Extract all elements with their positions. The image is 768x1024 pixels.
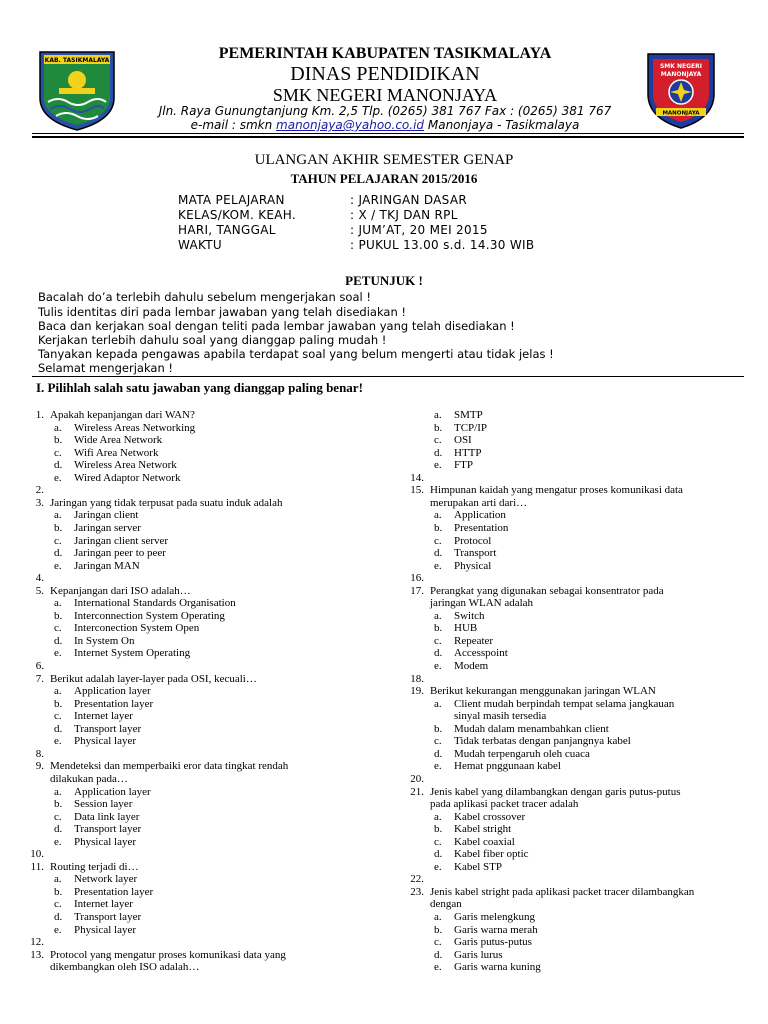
question-number: 2. [35, 484, 44, 497]
option-letter: c. [54, 898, 62, 911]
option-letter: e. [434, 760, 442, 773]
kabupaten-logo [34, 46, 120, 132]
option-text: Interconnection System Operating [74, 609, 225, 622]
option-text: Interconection System Open [74, 622, 200, 635]
question-number: 9. [35, 760, 44, 773]
right-logo-ribbon-text: MANONJAYA [662, 110, 700, 117]
option-text: Switch [454, 609, 485, 622]
option-letter: e. [54, 559, 62, 572]
question-number: 6. [35, 660, 44, 672]
option-letter: e. [434, 459, 442, 472]
option-text: SMTP [454, 409, 483, 421]
option-letter: a. [54, 597, 62, 610]
option-text: Wireless Areas Networking [74, 421, 196, 434]
instructions-divider [32, 376, 744, 377]
option-letter: e. [434, 660, 442, 672]
question-text: merupakan arti dari… [430, 496, 528, 509]
option-text: Presentation layer [74, 697, 154, 710]
option-letter: b. [434, 722, 443, 735]
header-divider [32, 133, 744, 134]
option-text: Network layer [74, 873, 138, 886]
option-letter: b. [434, 521, 443, 534]
option-letter: d. [54, 459, 63, 472]
option-letter: c. [54, 446, 62, 459]
question-number: 21. [410, 785, 424, 798]
option-letter: a. [434, 810, 442, 823]
option-letter: e. [434, 559, 442, 572]
option-text: Jaringan server [74, 521, 141, 534]
option-text: Application layer [74, 785, 151, 798]
option-letter: a. [54, 421, 62, 434]
header-divider-thick [32, 136, 744, 138]
question-text: Perangkat yang digunakan sebagai konsentrator pada [430, 584, 664, 597]
question-text: dengan [430, 898, 462, 911]
instruction-item: Tanyakan kepada pengawas apabila terdapat soal yang belum mengerti atau tidak jelas ! [38, 347, 554, 361]
option-text: HTTP [454, 446, 482, 459]
question-number: 15. [410, 484, 424, 497]
option-letter: e. [54, 735, 62, 748]
option-text: Accesspoint [454, 647, 508, 660]
option-text: Garis warna kuning [454, 961, 541, 974]
question-text: Berikut adalah layer-layer pada OSI, kecuali… [50, 672, 257, 685]
option-letter: b. [54, 798, 63, 811]
option-letter: d. [54, 722, 63, 735]
header-government: PEMERINTAH KABUPATEN TASIKMALAYA [218, 45, 552, 62]
school-logo [644, 50, 718, 130]
option-letter: b. [434, 923, 443, 936]
header-email-line [150, 118, 620, 132]
email-suffix: Manonjaya - Tasikmalaya [424, 118, 580, 132]
question-number: 18. [410, 672, 424, 685]
option-letter: d. [54, 634, 63, 647]
option-text: Wide Area Network [74, 434, 163, 447]
header-school: SMK NEGERI MANONJAYA [272, 85, 498, 105]
option-letter: d. [54, 823, 63, 836]
exam-year: TAHUN PELAJARAN 2015/2016 [290, 171, 478, 186]
question-text: Apakah kepanjangan dari WAN? [50, 409, 195, 421]
option-text: Kabel coaxial [454, 835, 515, 848]
option-text: sinyal masih tersedia [454, 710, 547, 723]
question-number: 4. [35, 572, 44, 585]
option-letter: c. [54, 534, 62, 547]
option-text: Physical [454, 559, 492, 572]
question-text: Kepanjangan dari ISO adalah… [50, 584, 191, 597]
question-number: 8. [35, 747, 44, 760]
option-text: FTP [454, 459, 473, 472]
option-letter: a. [434, 509, 442, 522]
option-text: TCP/IP [454, 421, 488, 434]
option-letter: c. [434, 936, 442, 949]
option-text: Physical layer [74, 835, 137, 848]
option-text: Physical layer [74, 735, 137, 748]
instruction-item: Kerjakan terlebih dahulu soal yang dianggap paling mudah ! [38, 333, 387, 347]
option-letter: b. [434, 823, 443, 836]
option-text: Kabel STP [454, 860, 502, 873]
option-text: Internet layer [74, 898, 133, 911]
option-letter: d. [434, 547, 443, 560]
option-text: Session layer [74, 798, 133, 811]
option-text: Mudah terpengaruh oleh cuaca [454, 747, 590, 760]
question-text: dilakukan pada… [50, 772, 128, 785]
option-text: OSI [454, 434, 472, 447]
exam-title: ULANGAN AKHIR SEMESTER GENAP [254, 152, 514, 168]
left-logo-text: KAB. TASIKMALAYA [44, 57, 110, 64]
option-letter: b. [54, 885, 63, 898]
question-number: 14. [410, 471, 424, 484]
option-text: Wireless Area Network [74, 459, 177, 472]
option-letter: b. [54, 697, 63, 710]
option-text: Transport layer [74, 722, 142, 735]
option-text: Kabel stright [454, 823, 512, 836]
question-number: 16. [410, 572, 424, 585]
option-letter: c. [434, 534, 442, 547]
option-letter: a. [54, 509, 62, 522]
option-letter: e. [54, 471, 62, 484]
option-text: Wifi Area Network [74, 446, 159, 459]
option-text: Application [454, 509, 506, 522]
question-number: 11. [30, 860, 44, 873]
question-number: 20. [410, 772, 424, 785]
option-text: Client mudah berpindah tempat selama jangkauan [454, 697, 675, 710]
option-text: Transport [454, 547, 497, 560]
info-value: : X / TKJ DAN RPL [350, 208, 458, 222]
question-number: 5. [35, 584, 44, 597]
option-text: Jaringan client server [74, 534, 169, 547]
option-letter: e. [54, 647, 62, 660]
option-letter: d. [434, 446, 443, 459]
option-text: Garis putus-putus [454, 936, 532, 949]
option-letter: e. [54, 923, 62, 936]
option-text: Mudah dalam menambahkan client [454, 722, 609, 735]
header-address: Jln. Raya Gunungtanjung Km. 2,5 Tlp. (0265) 381 767 Fax : (0265) 381 767 [158, 104, 612, 118]
option-text: Kabel crossover [454, 810, 526, 823]
option-text: Modem [454, 660, 489, 672]
question-number: 13. [30, 948, 44, 961]
question-number: 19. [410, 685, 424, 698]
option-letter: c. [54, 710, 62, 723]
option-letter: c. [434, 634, 442, 647]
option-letter: a. [434, 911, 442, 923]
question-text: Berikut kekurangan menggunakan jaringan WLAN [430, 685, 656, 698]
header-department: DINAS PENDIDIKAN [290, 63, 480, 85]
question-number: 10. [30, 848, 44, 861]
info-label: HARI, TANGGAL [178, 223, 276, 237]
option-text: Hemat pnggunaan kabel [454, 760, 561, 773]
option-letter: a. [54, 685, 62, 698]
instruction-item: Bacalah do’a terlebih dahulu sebelum mengerjakan soal ! [38, 290, 371, 304]
option-letter: a. [434, 409, 442, 421]
question-number: 12. [30, 936, 44, 949]
question-text: Himpunan kaidah yang mengatur proses komunikasi data [430, 484, 683, 497]
question-text: jaringan WLAN adalah [430, 597, 534, 610]
question-text: dikembangkan oleh ISO adalah… [50, 961, 200, 974]
option-letter: d. [54, 911, 63, 923]
option-letter: b. [54, 609, 63, 622]
option-letter: d. [434, 848, 443, 861]
question-number: 3. [35, 496, 44, 509]
option-text: Internet layer [74, 710, 133, 723]
question-number: 7. [35, 672, 44, 685]
option-text: Garis lurus [454, 948, 503, 961]
option-text: Repeater [454, 634, 494, 647]
option-letter: a. [434, 609, 442, 622]
option-letter: c. [434, 735, 442, 748]
option-letter: e. [434, 860, 442, 873]
option-text: In System On [74, 634, 135, 647]
question-number: 22. [410, 873, 424, 886]
option-letter: b. [434, 622, 443, 635]
option-letter: d. [434, 647, 443, 660]
option-text: Tidak terbatas dengan panjangnya kabel [454, 735, 631, 748]
option-text: Transport layer [74, 823, 142, 836]
right-logo-text-top: SMK NEGERI [659, 63, 703, 70]
question-number: 23. [410, 885, 424, 898]
info-label: KELAS/KOM. KEAH. [178, 208, 297, 222]
option-letter: c. [54, 810, 62, 823]
instruction-item: Selamat mengerjakan ! [38, 361, 174, 375]
option-text: Protocol [454, 534, 492, 547]
email-link[interactable]: manonjaya@yahoo.co.id [276, 118, 425, 132]
option-text: Garis warna merah [454, 923, 538, 936]
instruction-item: Tulis identitas diri pada lembar jawaban yang telah disediakan ! [38, 305, 407, 319]
question-text: Mendeteksi dan memperbaiki eror data tingkat rendah [50, 760, 289, 773]
question-text: Jaringan yang tidak terpusat pada suatu induk adalah [50, 496, 283, 509]
option-letter: d. [54, 547, 63, 560]
option-text: Application layer [74, 685, 151, 698]
option-text: Transport layer [74, 911, 142, 923]
option-letter: d. [434, 948, 443, 961]
option-letter: b. [54, 521, 63, 534]
option-text: Jaringan client [74, 509, 139, 522]
option-text: HUB [454, 622, 478, 635]
question-number: 17. [410, 584, 424, 597]
option-letter: c. [434, 434, 442, 447]
option-text: Wired Adaptor Network [74, 471, 181, 484]
option-letter: a. [54, 785, 62, 798]
option-letter: a. [434, 697, 442, 710]
option-letter: b. [54, 434, 63, 447]
right-logo-text-mid: MANONJAYA [660, 71, 702, 78]
question-text: pada aplikasi packet tracer adalah [430, 798, 579, 811]
question-number: 1. [35, 409, 44, 421]
option-text: Garis melengkung [454, 911, 535, 923]
option-text: Internet System Operating [74, 647, 191, 660]
option-text: Presentation [454, 521, 509, 534]
option-letter: d. [434, 747, 443, 760]
option-text: Jaringan MAN [74, 559, 140, 572]
option-text: Kabel fiber optic [454, 848, 529, 861]
instruction-item: Baca dan kerjakan soal dengan teliti pada lembar jawaban yang telah disediakan ! [38, 319, 515, 333]
option-text: Jaringan peer to peer [74, 547, 166, 560]
info-value: : JARINGAN DASAR [350, 193, 467, 207]
option-text: Data link layer [74, 810, 140, 823]
option-letter: e. [54, 835, 62, 848]
question-text: Jenis kabel stright pada aplikasi packet tracer dilambangkan [430, 885, 695, 898]
option-text: Presentation layer [74, 885, 154, 898]
option-text: Physical layer [74, 923, 137, 936]
instructions-title: PETUNJUK ! [345, 273, 423, 288]
email-prefix: e-mail : smkn [190, 118, 277, 132]
option-letter: b. [434, 421, 443, 434]
info-value: : PUKUL 13.00 s.d. 14.30 WIB [350, 238, 535, 252]
option-letter: a. [54, 873, 62, 886]
section-title: I. Pilihlah salah satu jawaban yang dianggap paling benar! [36, 380, 363, 395]
question-text: Jenis kabel yang dilambangkan dengan garis putus-putus [430, 785, 681, 798]
info-value: : JUM’AT, 20 MEI 2015 [350, 223, 488, 237]
info-label: MATA PELAJARAN [178, 193, 285, 207]
option-letter: c. [54, 622, 62, 635]
option-letter: c. [434, 835, 442, 848]
question-text: Routing terjadi di… [50, 860, 139, 873]
option-letter: e. [434, 961, 442, 974]
info-label: WAKTU [178, 238, 222, 252]
question-text: Protocol yang mengatur proses komunikasi data yang [50, 948, 286, 961]
option-text: International Standards Organisation [74, 597, 236, 610]
